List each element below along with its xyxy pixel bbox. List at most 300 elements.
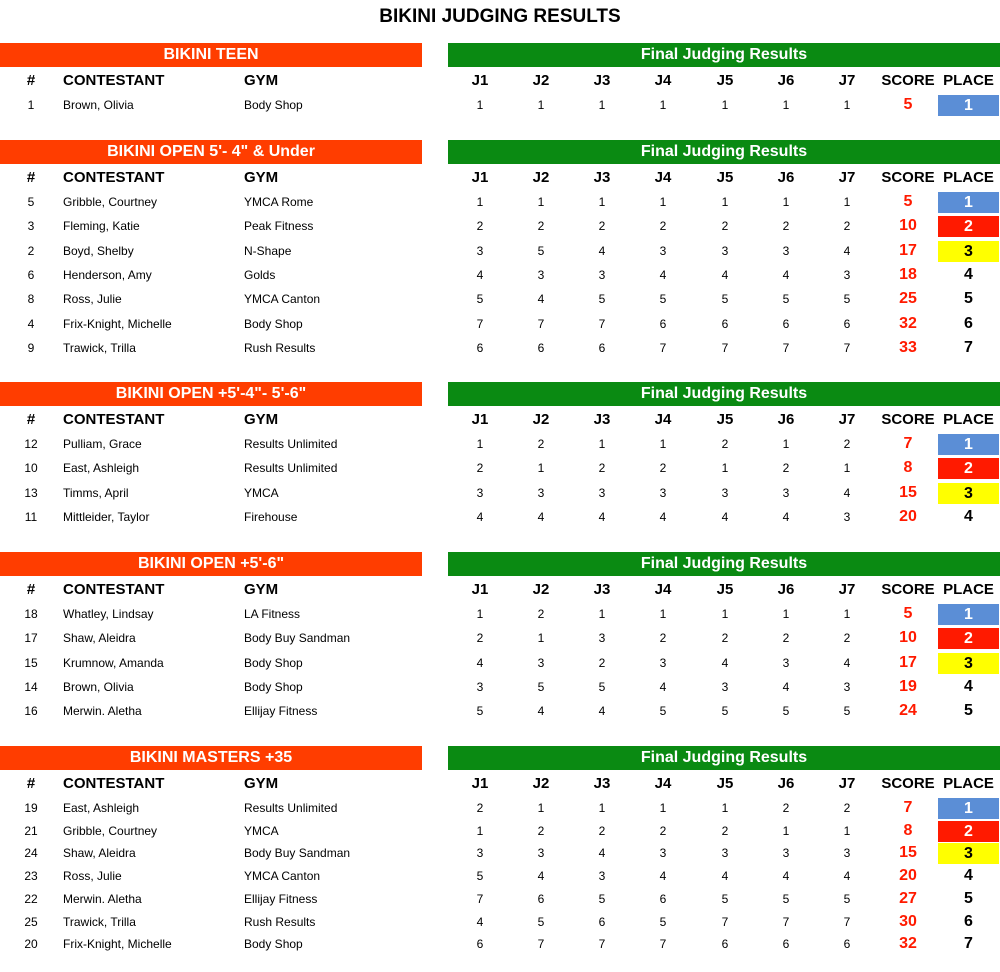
col-score-header: SCORE: [881, 581, 935, 598]
gym-name: Body Shop: [244, 937, 303, 952]
judge-7-score: 7: [843, 914, 851, 929]
col-j6-header: J6: [777, 581, 795, 598]
col-place-header: PLACE: [943, 169, 994, 186]
table-row: [0, 456, 1000, 480]
contestant-name: Gribble, Courtney: [63, 823, 158, 838]
table-row: [0, 505, 1000, 529]
judge-5-score: 4: [721, 509, 729, 524]
judge-5-score: 3: [721, 679, 729, 694]
judge-1-score: 4: [476, 267, 484, 282]
contestant-name: Merwin. Aletha: [63, 704, 142, 719]
col-j4-header: J4: [654, 775, 672, 792]
total-score: 19: [899, 677, 917, 695]
total-score: 32: [899, 314, 917, 332]
judge-7-score: 6: [843, 316, 851, 331]
contestant-number: 13: [24, 485, 38, 500]
place-badge: 1: [938, 604, 999, 625]
judge-2-score: 7: [537, 316, 545, 331]
judge-5-score: 4: [721, 869, 729, 884]
contestant-number: 23: [24, 869, 38, 884]
judge-2-score: 3: [537, 485, 545, 500]
judge-3-score: 1: [598, 801, 606, 815]
judge-5-score: 6: [721, 316, 729, 331]
total-score: 24: [899, 702, 917, 720]
contestant-name: East, Ashleigh: [63, 461, 140, 476]
judge-5-score: 2: [721, 219, 729, 234]
judge-1-score: 2: [476, 461, 484, 476]
judge-4-score: 1: [659, 437, 667, 451]
total-score: 18: [899, 265, 917, 283]
judge-4-score: 7: [659, 340, 667, 355]
judge-6-score: 4: [782, 869, 790, 884]
judge-1-score: 3: [476, 243, 484, 258]
judge-4-score: 1: [659, 607, 667, 621]
col-place-header: PLACE: [943, 775, 994, 792]
place-value: 4: [964, 507, 973, 525]
table-row: [0, 481, 1000, 505]
place-badge: 1: [938, 798, 999, 819]
table-row: [0, 675, 1000, 699]
judge-3-score: 4: [598, 846, 606, 861]
contestant-name: Trawick, Trilla: [63, 340, 136, 355]
col-j1-header: J1: [471, 775, 489, 792]
judge-3-score: 5: [598, 292, 606, 307]
col-score-header: SCORE: [881, 775, 935, 792]
judge-2-score: 5: [537, 914, 545, 929]
judge-6-score: 7: [782, 914, 790, 929]
col-score-header: SCORE: [881, 169, 935, 186]
judge-1-score: 5: [476, 869, 484, 884]
contestant-name: Gribble, Courtney: [63, 195, 158, 209]
judge-3-score: 1: [598, 437, 606, 451]
place-value: 5: [964, 290, 973, 308]
gym-name: Peak Fitness: [244, 219, 314, 234]
gym-name: Golds: [244, 267, 276, 282]
judge-5-score: 1: [721, 98, 729, 112]
judge-7-score: 3: [843, 267, 851, 282]
judge-5-score: 2: [721, 631, 729, 646]
total-score: 17: [899, 653, 917, 671]
contestant-name: Brown, Olivia: [63, 98, 134, 112]
final-results-header: Final Judging Results: [448, 43, 1000, 67]
col-j2-header: J2: [532, 411, 550, 428]
col-j3-header: J3: [593, 72, 611, 89]
judge-5-score: 5: [721, 292, 729, 307]
judge-2-score: 1: [537, 461, 545, 476]
judge-3-score: 4: [598, 704, 606, 719]
judge-1-score: 1: [476, 607, 484, 621]
gym-name: Results Unlimited: [244, 437, 338, 451]
contestant-number: 8: [27, 292, 35, 307]
contestant-name: Brown, Olivia: [63, 679, 134, 694]
col-j2-header: J2: [532, 72, 550, 89]
place-value: 4: [964, 265, 973, 283]
col-number-header: #: [26, 72, 36, 89]
col-j1-header: J1: [471, 581, 489, 598]
category-header: BIKINI MASTERS +35: [0, 746, 422, 770]
category-header: BIKINI OPEN +5'-6": [0, 552, 422, 576]
place-badge: 2: [938, 216, 999, 237]
total-score: 15: [899, 844, 917, 862]
col-j3-header: J3: [593, 581, 611, 598]
table-row: [0, 887, 1000, 911]
place-value: 5: [964, 889, 973, 907]
judge-4-score: 3: [659, 846, 667, 861]
judge-2-score: 5: [537, 679, 545, 694]
page-title: BIKINI JUDGING RESULTS: [379, 6, 621, 27]
judge-1-score: 4: [476, 509, 484, 524]
judge-6-score: 2: [782, 461, 790, 476]
contestant-number: 1: [27, 98, 35, 112]
judge-4-score: 1: [659, 801, 667, 815]
contestant-name: Henderson, Amy: [63, 267, 152, 282]
table-row: [0, 93, 1000, 117]
contestant-name: Whatley, Lindsay: [63, 607, 154, 621]
column-header-row: [0, 772, 1000, 796]
judge-3-score: 3: [598, 631, 606, 646]
col-j6-header: J6: [777, 72, 795, 89]
judge-2-score: 3: [537, 655, 545, 670]
contestant-number: 18: [24, 607, 38, 621]
col-j3-header: J3: [593, 411, 611, 428]
col-contestant-header: CONTESTANT: [63, 581, 165, 598]
judge-2-score: 6: [537, 891, 545, 906]
contestant-number: 4: [27, 316, 35, 331]
judge-6-score: 6: [782, 316, 790, 331]
contestant-name: Timms, April: [63, 485, 129, 500]
judge-3-score: 5: [598, 891, 606, 906]
col-number-header: #: [26, 775, 36, 792]
contestant-number: 15: [24, 655, 38, 670]
judge-3-score: 7: [598, 316, 606, 331]
gym-name: Ellijay Fitness: [244, 891, 318, 906]
judge-7-score: 2: [843, 219, 851, 234]
gym-name: YMCA Canton: [244, 869, 321, 884]
judge-2-score: 2: [537, 607, 545, 621]
col-gym-header: GYM: [244, 72, 279, 89]
table-row: [0, 932, 1000, 956]
contestant-number: 9: [27, 340, 35, 355]
judge-2-score: 2: [537, 823, 545, 838]
col-j1-header: J1: [471, 72, 489, 89]
judge-6-score: 4: [782, 267, 790, 282]
total-score: 33: [899, 338, 917, 356]
judge-5-score: 4: [721, 655, 729, 670]
col-j2-header: J2: [532, 169, 550, 186]
table-row: [0, 796, 1000, 820]
place-value: 4: [964, 677, 973, 695]
judge-4-score: 4: [659, 679, 667, 694]
contestant-name: Merwin. Aletha: [63, 891, 142, 906]
judge-4-score: 3: [659, 485, 667, 500]
judge-3-score: 2: [598, 461, 606, 476]
judge-5-score: 2: [721, 823, 729, 838]
judge-7-score: 4: [843, 243, 851, 258]
place-value: 6: [964, 912, 973, 930]
col-contestant-header: CONTESTANT: [63, 72, 165, 89]
contestant-name: Boyd, Shelby: [63, 243, 134, 258]
place-badge: 2: [938, 458, 999, 479]
judge-7-score: 3: [843, 846, 851, 861]
judge-2-score: 5: [537, 243, 545, 258]
table-row: [0, 312, 1000, 336]
table-row: [0, 819, 1000, 843]
judge-3-score: 1: [598, 98, 606, 112]
contestant-name: Frix-Knight, Michelle: [63, 937, 172, 952]
col-j3-header: J3: [593, 775, 611, 792]
judge-2-score: 4: [537, 704, 545, 719]
col-j2-header: J2: [532, 775, 550, 792]
judge-1-score: 3: [476, 485, 484, 500]
judge-6-score: 3: [782, 485, 790, 500]
judge-2-score: 4: [537, 869, 545, 884]
judge-5-score: 5: [721, 891, 729, 906]
gym-name: YMCA Canton: [244, 292, 321, 307]
col-gym-header: GYM: [244, 411, 279, 428]
category-header: BIKINI TEEN: [0, 43, 422, 67]
judge-6-score: 6: [782, 937, 790, 952]
judge-7-score: 4: [843, 655, 851, 670]
judge-6-score: 7: [782, 340, 790, 355]
judge-5-score: 6: [721, 937, 729, 952]
total-score: 7: [903, 799, 913, 816]
gym-name: Rush Results: [244, 914, 316, 929]
judge-6-score: 1: [782, 823, 790, 838]
table-row: [0, 336, 1000, 360]
table-row: [0, 190, 1000, 214]
gym-name: YMCA: [244, 485, 279, 500]
judge-4-score: 2: [659, 219, 667, 234]
total-score: 10: [899, 217, 917, 235]
judge-4-score: 3: [659, 243, 667, 258]
contestant-number: 5: [27, 195, 35, 209]
column-header-row: [0, 69, 1000, 93]
judge-6-score: 3: [782, 243, 790, 258]
table-row: [0, 214, 1000, 238]
place-badge: 1: [938, 192, 999, 213]
col-j4-header: J4: [654, 72, 672, 89]
contestant-name: Trawick, Trilla: [63, 914, 136, 929]
judge-5-score: 1: [721, 195, 729, 209]
col-j2-header: J2: [532, 581, 550, 598]
judge-6-score: 2: [782, 801, 790, 815]
judge-6-score: 5: [782, 704, 790, 719]
judge-7-score: 2: [843, 631, 851, 646]
judge-6-score: 5: [782, 891, 790, 906]
judge-2-score: 1: [537, 631, 545, 646]
judge-1-score: 3: [476, 846, 484, 861]
col-place-header: PLACE: [943, 581, 994, 598]
col-gym-header: GYM: [244, 775, 279, 792]
judge-4-score: 6: [659, 316, 667, 331]
contestant-number: 3: [27, 219, 35, 234]
judge-6-score: 1: [782, 437, 790, 451]
place-value: 7: [964, 338, 973, 356]
gym-name: Body Shop: [244, 316, 303, 331]
judge-3-score: 6: [598, 914, 606, 929]
judge-1-score: 1: [476, 437, 484, 451]
judge-1-score: 3: [476, 679, 484, 694]
judge-1-score: 2: [476, 219, 484, 234]
place-value: 4: [964, 867, 973, 885]
judge-1-score: 1: [476, 823, 484, 838]
judge-7-score: 1: [843, 195, 851, 209]
contestant-name: Fleming, Katie: [63, 219, 140, 234]
total-score: 20: [899, 867, 917, 885]
contestant-number: 10: [24, 461, 38, 476]
place-badge: 3: [938, 843, 999, 864]
gym-name: Ellijay Fitness: [244, 704, 318, 719]
col-gym-header: GYM: [244, 169, 279, 186]
place-badge: 3: [938, 483, 999, 504]
table-row: [0, 263, 1000, 287]
col-gym-header: GYM: [244, 581, 279, 598]
judge-2-score: 7: [537, 937, 545, 952]
col-score-header: SCORE: [881, 411, 935, 428]
judge-2-score: 3: [537, 846, 545, 861]
total-score: 20: [899, 507, 917, 525]
contestant-number: 12: [24, 437, 38, 451]
place-badge: 1: [938, 434, 999, 455]
judge-3-score: 3: [598, 485, 606, 500]
table-row: [0, 432, 1000, 456]
judge-6-score: 3: [782, 655, 790, 670]
col-j5-header: J5: [716, 72, 734, 89]
gym-name: Body Buy Sandman: [244, 631, 351, 646]
judge-2-score: 1: [537, 195, 545, 209]
judge-4-score: 5: [659, 704, 667, 719]
contestant-number: 16: [24, 704, 38, 719]
col-j1-header: J1: [471, 169, 489, 186]
judge-7-score: 3: [843, 509, 851, 524]
judge-4-score: 4: [659, 869, 667, 884]
judge-4-score: 1: [659, 98, 667, 112]
judge-1-score: 6: [476, 937, 484, 952]
judge-1-score: 6: [476, 340, 484, 355]
judge-2-score: 2: [537, 437, 545, 451]
table-row: [0, 626, 1000, 650]
judge-6-score: 3: [782, 846, 790, 861]
final-results-header: Final Judging Results: [448, 140, 1000, 164]
judge-4-score: 2: [659, 823, 667, 838]
judge-6-score: 4: [782, 509, 790, 524]
column-header-row: [0, 408, 1000, 432]
column-header-row: [0, 166, 1000, 190]
place-badge: 2: [938, 628, 999, 649]
col-contestant-header: CONTESTANT: [63, 775, 165, 792]
col-j3-header: J3: [593, 169, 611, 186]
col-number-header: #: [26, 581, 36, 598]
col-j4-header: J4: [654, 581, 672, 598]
judge-1-score: 4: [476, 914, 484, 929]
judge-5-score: 1: [721, 607, 729, 621]
judge-5-score: 5: [721, 704, 729, 719]
gym-name: Firehouse: [244, 509, 298, 524]
total-score: 27: [899, 889, 917, 907]
judge-1-score: 2: [476, 801, 484, 815]
col-place-header: PLACE: [943, 411, 994, 428]
gym-name: Results Unlimited: [244, 801, 338, 815]
judge-7-score: 1: [843, 461, 851, 476]
category-header: BIKINI OPEN 5'- 4" & Under: [0, 140, 422, 164]
final-results-header: Final Judging Results: [448, 552, 1000, 576]
contestant-number: 24: [24, 846, 38, 861]
judge-3-score: 2: [598, 823, 606, 838]
judge-5-score: 7: [721, 914, 729, 929]
total-score: 15: [899, 483, 917, 501]
table-row: [0, 841, 1000, 865]
judge-6-score: 1: [782, 98, 790, 112]
col-number-header: #: [26, 411, 36, 428]
total-score: 17: [899, 241, 917, 259]
place-badge: 1: [938, 95, 999, 116]
place-value: 6: [964, 314, 973, 332]
col-j5-header: J5: [716, 581, 734, 598]
final-results-header: Final Judging Results: [448, 746, 1000, 770]
col-score-header: SCORE: [881, 72, 935, 89]
judge-7-score: 2: [843, 801, 851, 815]
judge-4-score: 4: [659, 509, 667, 524]
judge-7-score: 1: [843, 607, 851, 621]
category-header: BIKINI OPEN +5'-4"- 5'-6": [0, 382, 422, 406]
table-row: [0, 287, 1000, 311]
judge-2-score: 1: [537, 98, 545, 112]
gym-name: YMCA Rome: [244, 195, 314, 209]
total-score: 5: [903, 96, 913, 113]
judge-7-score: 1: [843, 823, 851, 838]
contestant-name: East, Ashleigh: [63, 801, 140, 815]
total-score: 30: [899, 912, 917, 930]
col-j5-header: J5: [716, 411, 734, 428]
col-j4-header: J4: [654, 411, 672, 428]
judge-3-score: 2: [598, 219, 606, 234]
judge-3-score: 1: [598, 607, 606, 621]
judge-7-score: 7: [843, 340, 851, 355]
col-j6-header: J6: [777, 169, 795, 186]
place-badge: 3: [938, 241, 999, 262]
contestant-number: 22: [24, 891, 38, 906]
judge-3-score: 4: [598, 243, 606, 258]
total-score: 10: [899, 629, 917, 647]
judge-1-score: 7: [476, 316, 484, 331]
total-score: 8: [903, 459, 913, 477]
gym-name: N-Shape: [244, 243, 292, 258]
judge-3-score: 7: [598, 937, 606, 952]
col-j1-header: J1: [471, 411, 489, 428]
judge-6-score: 2: [782, 631, 790, 646]
judge-7-score: 6: [843, 937, 851, 952]
total-score: 5: [903, 193, 913, 210]
final-results-header: Final Judging Results: [448, 382, 1000, 406]
table-row: [0, 239, 1000, 263]
contestant-number: 21: [24, 823, 38, 838]
judge-3-score: 4: [598, 509, 606, 524]
table-row: [0, 651, 1000, 675]
place-value: 5: [964, 702, 973, 720]
judge-7-score: 4: [843, 485, 851, 500]
judge-3-score: 5: [598, 679, 606, 694]
judge-5-score: 2: [721, 437, 729, 451]
gym-name: Body Shop: [244, 679, 303, 694]
gym-name: Body Shop: [244, 655, 303, 670]
judge-1-score: 1: [476, 98, 484, 112]
gym-name: LA Fitness: [244, 607, 301, 621]
judge-7-score: 5: [843, 704, 851, 719]
contestant-name: Krumnow, Amanda: [63, 655, 164, 670]
col-j7-header: J7: [838, 169, 856, 186]
gym-name: YMCA: [244, 823, 279, 838]
total-score: 5: [903, 605, 913, 622]
